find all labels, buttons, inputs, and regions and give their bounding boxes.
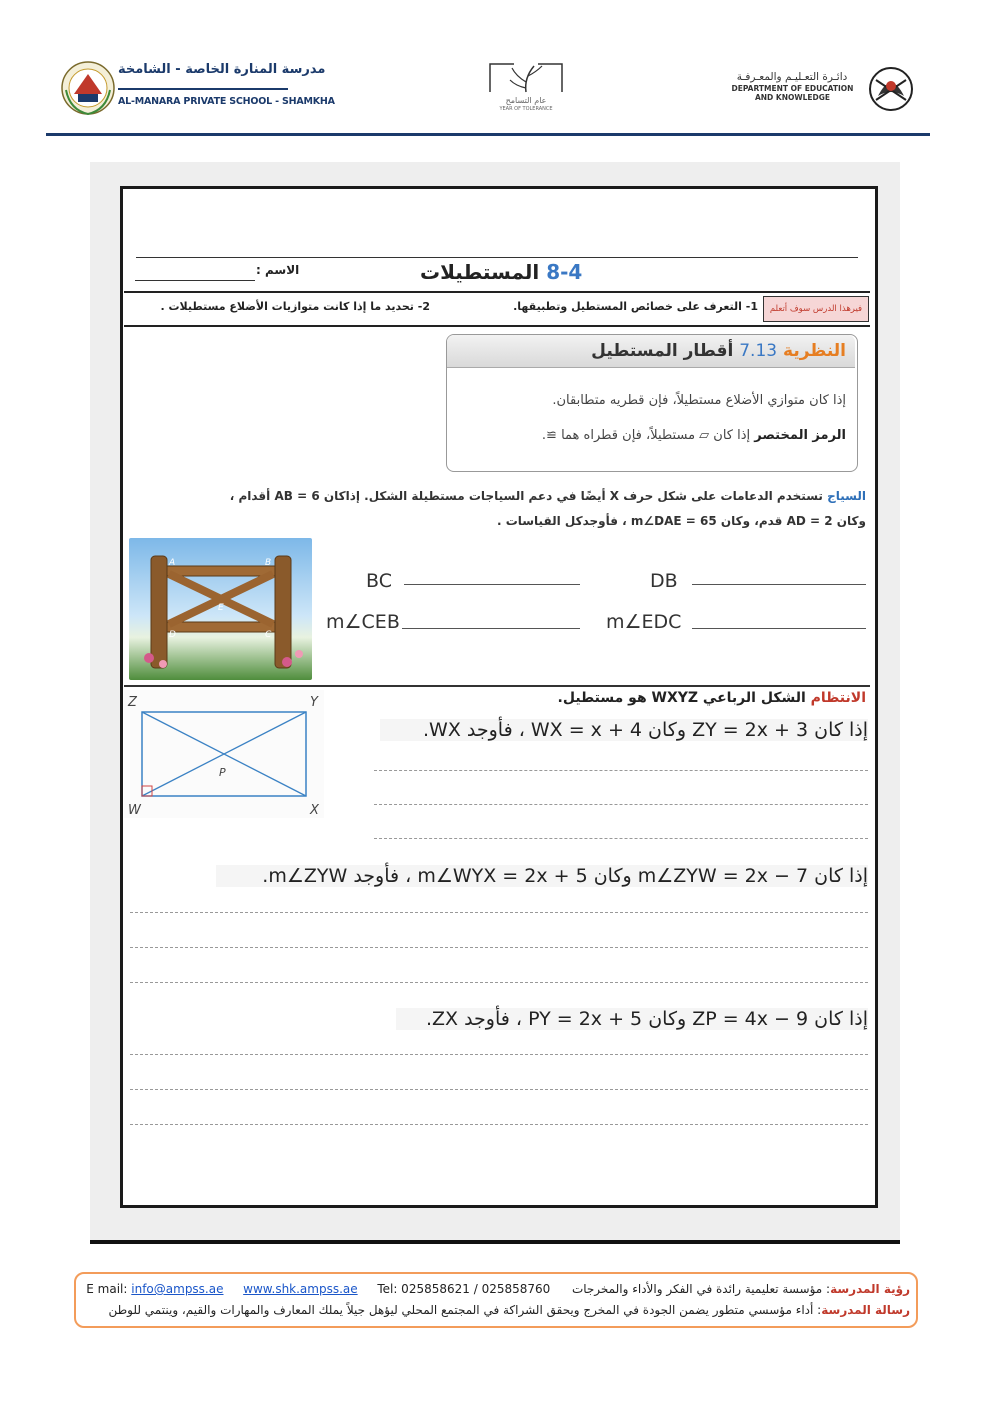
- footer-website-link[interactable]: www.shk.ampss.ae: [243, 1282, 358, 1296]
- department-name-english: DEPARTMENT OF EDUCATION AND KNOWLEDGE: [731, 84, 854, 102]
- school-logo: [60, 60, 116, 116]
- question-1: إذا كان ZY = 2x + 3 وكان WX = x + 4 ، فأوجد WX.: [380, 719, 868, 741]
- intersection-p-label: P: [219, 766, 226, 779]
- measure-edc-field[interactable]: [692, 628, 866, 629]
- answer-line[interactable]: [374, 770, 868, 771]
- rectangle-wxyz-figure: [124, 690, 324, 818]
- objective-1: 1- التعرف على خصائص المستطيل وتطبيقها.: [513, 300, 758, 313]
- vertex-z-label: Z: [128, 695, 137, 710]
- name-field[interactable]: [135, 280, 255, 281]
- fence-label-c: C: [265, 630, 272, 640]
- footer-email: E mail: info@ampss.ae: [86, 1282, 224, 1296]
- answer-line[interactable]: [374, 838, 868, 839]
- department-name-arabic: دائـرة التعـليـم والمعـرفـة: [736, 71, 848, 83]
- worksheet-bottom-rule: [90, 1240, 900, 1244]
- school-name-arabic: مدرسة المنارة الخاصة - الشامخة: [118, 62, 326, 77]
- fence-label-b: B: [265, 558, 272, 568]
- answer-line[interactable]: [130, 982, 868, 983]
- footer-mission-line: رسالة المدرسة: أداء مؤسسي متطور يضمن الجودة في المخرج ويحقق الشراكة في المجتمع المحلي ليؤهل جيلاً يملك المعارف والمهارات والقيم، وينتمي للوطن: [108, 1303, 910, 1317]
- fence-label-d: D: [169, 630, 176, 640]
- theorem-statement: إذا كان متوازي الأضلاع مستطيلاً، فإن قطريه متطابقان.: [552, 393, 846, 408]
- answer-line[interactable]: [130, 1089, 868, 1090]
- theorem-title: النظرية 7.13 أقطار المستطيل: [591, 341, 846, 361]
- vertex-y-label: Y: [310, 695, 318, 710]
- answer-line[interactable]: [130, 912, 868, 913]
- answer-line[interactable]: [374, 804, 868, 805]
- vertex-x-label: X: [310, 803, 319, 818]
- footer-vision-line: رؤية المدرسة: مؤسسة تعليمية رائدة في الفكر والأداء والمخرجات Tel: 025858621 / 025858760 www.shk.ampss.ae E mail: info@ampss.ae: [86, 1282, 910, 1296]
- footer-email-link[interactable]: info@ampss.ae: [131, 1282, 224, 1296]
- question-3: إذا كان ZP = 4x − 9 وكان PY = 2x + 5 ، فأوجد ZX.: [396, 1008, 868, 1030]
- emblem-icon: [866, 66, 916, 112]
- section-divider: [124, 685, 870, 687]
- theorem-shorthand: الرمز المختصر إذا كان ▱ مستطيلاً، فإن قطراه هما ≅.: [541, 428, 846, 443]
- objectives-tag: فيرهذا الدرس سوف أتعلم: [763, 296, 869, 322]
- measure-bc-field[interactable]: [404, 584, 580, 585]
- footer-box: [74, 1272, 918, 1328]
- fence-label-a: A: [169, 558, 176, 568]
- school-name-english: AL-MANARA PRIVATE SCHOOL - SHAMKHA: [118, 96, 335, 107]
- measure-ceb-field[interactable]: [402, 628, 580, 629]
- tolerance-caption-arabic: عام التسامح: [505, 96, 547, 105]
- tolerance-logo: [486, 60, 566, 96]
- tolerance-caption-english: YEAR OF TOLERANCE: [499, 106, 553, 112]
- name-label: الاسم :: [256, 263, 300, 277]
- title-top-rule: [136, 257, 858, 258]
- fence-illustration: [129, 538, 312, 680]
- header-divider: [46, 133, 930, 136]
- question-2: إذا كان m∠ZYW = 2x − 7 وكان m∠WYX = 2x + 5 ، فأوجد m∠ZYW.: [216, 865, 868, 887]
- footer-tel: Tel: 025858621 / 025858760: [377, 1282, 551, 1296]
- measure-db-field[interactable]: [692, 584, 866, 585]
- measure-db-label: DB: [650, 570, 678, 592]
- organization-heading: الانتظام الشكل الرباعي WXYZ هو مستطيل.: [557, 690, 866, 706]
- school-name-divider: [118, 88, 288, 90]
- objectives-bottom-rule: [124, 325, 870, 327]
- answer-line[interactable]: [130, 1054, 868, 1055]
- answer-line[interactable]: [130, 947, 868, 948]
- lesson-number: 8-4: [546, 260, 583, 284]
- answer-line[interactable]: [130, 1124, 868, 1125]
- measure-bc-label: BC: [366, 570, 392, 592]
- lesson-title: [420, 260, 582, 284]
- measure-edc-label: m∠EDC: [606, 611, 682, 633]
- fence-problem: السياج تستخدم الدعامات على شكل حرف X أيضًا في دعم السياجات مستطيلة الشكل. إذاكان AB = 6 أقدام ، وكان AD = 2 قدم، وكان m∠DAE = 65 ، فأوجدكل القياسات .: [229, 489, 866, 528]
- vertex-w-label: W: [128, 803, 141, 818]
- objective-2: 2- تحديد ما إذا كانت متوازيات الأضلاع مستطيلات .: [160, 300, 430, 313]
- lesson-title-text: المستطيلات: [420, 260, 540, 284]
- measure-ceb-label: m∠CEB: [326, 611, 400, 633]
- fence-label-e: E: [218, 603, 224, 613]
- objectives-top-rule: [124, 291, 870, 293]
